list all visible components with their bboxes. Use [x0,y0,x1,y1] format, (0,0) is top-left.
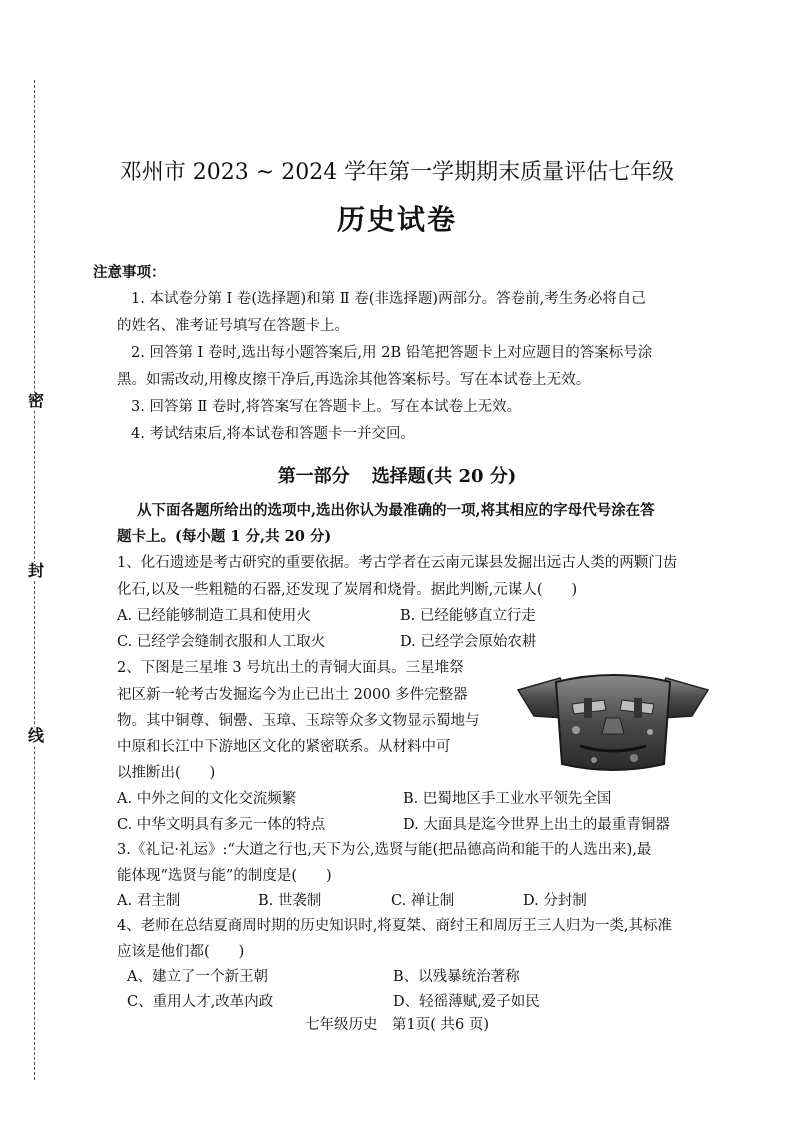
q1-option-b: B. 已经能够直立行走 [400,608,536,624]
q4-option-d: D、轻徭薄赋,爱子如民 [393,994,540,1010]
q2-stem: 2、下图是三星堆 3 号坑出土的青铜大面具。三星堆祭 [117,660,464,676]
exam-subtitle: 历史试卷 [336,203,457,236]
q4-option-c: C、重用人才,改革内政 [127,994,274,1010]
q2-option-a: A. 中外之间的文化交流频繁 [117,791,297,807]
binding-char-mi: 密 [28,391,45,410]
q4-stem: 4、老师在总结夏商周时期的历史知识时,将夏桀、商纣王和周厉王三人归为一类,其标准 [117,918,672,934]
section-title [0,462,794,488]
q3-option-b: B. 世袭制 [258,893,322,909]
q4-stem: 应该是他们都( ) [117,944,245,960]
q1-option-d: D. 已经学会原始农耕 [400,634,537,650]
exam-title: 邓州市 2023 ~ 2024 学年第一学期期末质量评估七年级 [119,160,675,185]
q1-option-a: A. 已经能够制造工具和使用火 [117,608,311,624]
binding-char-xian: 线 [28,726,45,745]
notice-line: 黑。如需改动,用橡皮擦干净后,再选涂其他答案标号。写在本试卷上无效。 [117,372,591,388]
section-part: 第一部分 [277,466,350,487]
q1-option-c: C. 已经学会缝制衣服和人工取火 [117,634,326,650]
q2-option-c: C. 中华文明具有多元一体的特点 [117,817,326,833]
q2-stem: 物。其中铜尊、铜罍、玉璋、玉琮等众多文物显示蜀地与 [117,713,480,729]
notice-line: 的姓名、准考证号填写在答题卡上。 [117,318,349,334]
section-instruction: 题卡上。(每小题 1 分,共 20 分) [117,528,332,545]
q3-option-d: D. 分封制 [523,893,587,909]
notice-heading: 注意事项： [93,264,166,281]
q3-option-a: A. 君主制 [117,893,181,909]
q2-option-d: D. 大面具是迄今世界上出土的最重青铜器 [403,817,670,833]
q2-option-b: B. 巴蜀地区手工业水平领先全国 [403,791,612,807]
notice-line: 4. 考试结束后,将本试卷和答题卡一并交回。 [131,426,416,442]
q3-stem: 能体现“选贤与能”的制度是( ) [117,868,332,884]
bronze-mask-image [514,660,712,778]
q2-stem: 中原和长江中下游地区文化的紧密联系。从材料中可 [117,739,451,755]
q3-option-c: C. 禅让制 [391,893,455,909]
q1-stem: 1、化石遗迹是考古研究的重要依据。考古学者在云南元谋县发掘出远古人类的两颗门齿 [117,555,678,571]
notice-line: 1. 本试卷分第 Ⅰ 卷(选择题)和第 Ⅱ 卷(非选择题)两部分。答卷前,考生务必将自己 [131,291,646,307]
q2-stem: 以推断出( ) [117,765,216,781]
binding-char-feng: 封 [28,561,45,580]
notice-line: 2. 回答第 Ⅰ 卷时,选出每小题答案后,用 2B 铅笔把答题卡上对应题目的答案标号涂 [131,345,653,361]
section-instruction: 从下面各题所给出的选项中,选出你认为最准确的一项,将其相应的字母代号涂在答 [137,502,655,519]
q1-stem: 化石,以及一些粗糙的石器,还发现了炭屑和烧骨。据此判断,元谋人( ) [117,582,578,598]
page-footer: 七年级历史 第1页( 共6 页) [305,1017,489,1033]
q3-stem: 3.《礼记·礼运》:“大道之行也,天下为公,选贤与能(把品德高尚和能干的人选出来),最 [117,842,652,858]
q4-option-a: A、建立了一个新王朝 [127,969,268,985]
section-name: 选择题(共 20 分) [371,466,517,487]
q2-stem: 祀区新一轮考古发掘迄今为止已出土 2000 多件完整器 [117,687,468,703]
notice-line: 3. 回答第 Ⅱ 卷时,将答案写在答题卡上。写在本试卷上无效。 [131,399,522,415]
q4-option-b: B、以残暴统治著称 [393,969,520,985]
